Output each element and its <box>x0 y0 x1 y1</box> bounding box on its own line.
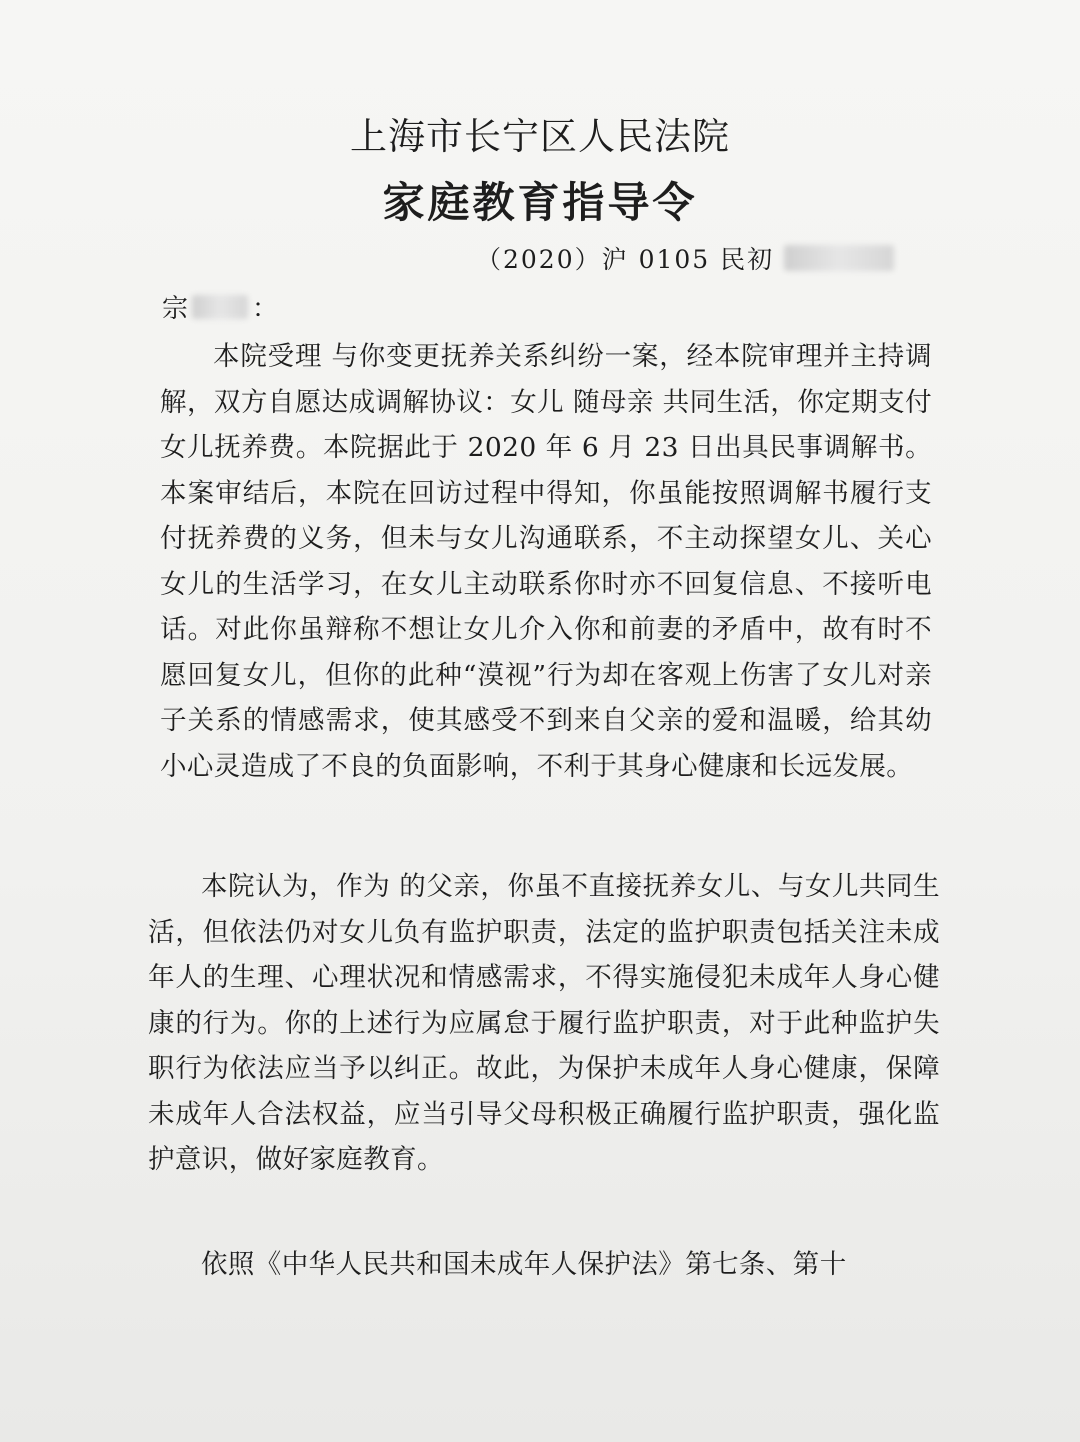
case-number <box>476 240 894 276</box>
document-title: 家庭教育指导令 <box>382 178 698 227</box>
paragraph-1-text: 本院受理 与你变更抚养关系纠纷一案，经本院审理并主持调解，双方自愿达成调解协议：女儿 随母亲 共同生活，你定期支付女儿抚养费。本院据此于 2020 年 6 月 23 日出具民事调解书。本案审结后，本院在回访过程中得知，你虽能按照调解书履行支付抚养费的义务，但未与女儿沟通联系，不主动探望女儿、关心女儿的生活学习，在女儿主动联系你时亦不回复信息、不接听电话。对此你虽辩称不想让女儿介入你和前妻的矛盾中，故有时不愿回复女儿，但你的此种“漠视”行为却在客观上伤害了女儿对亲子关系的情感需求，使其感受不到来自父亲的爱和温暖，给其幼小心灵造成了不良的负面影响，不利于其身心健康和长远发展。 <box>160 341 932 782</box>
redacted-case-digits <box>784 245 894 271</box>
redacted-name <box>192 295 248 319</box>
paragraph-2 <box>148 864 940 1183</box>
paragraph-1 <box>160 334 932 789</box>
paragraph-2-text: 本院认为，作为 的父亲，你虽不直接抚养女儿、与女儿共同生活，但依法仍对女儿负有监护职责，法定的监护职责包括关注未成年人的生理、心理状况和情感需求，不得实施侵犯未成年人身心健康的行为。你的上述行为应属怠于履行监护职责，对于此种监护失职行为依法应当予以纠正。故此，为保护未成年人身心健康，保障未成年人合法权益，应当引导父母积极正确履行监护职责，强化监护意识，做好家庭教育。 <box>148 871 940 1175</box>
case-number-text: （2020）沪 0105 民初 <box>476 245 775 274</box>
paragraph-3 <box>148 1242 940 1288</box>
paragraph-3-text: 依照《中华人民共和国未成年人保护法》第七条、第十 <box>201 1249 847 1280</box>
court-name: 上海市长宁区人民法院 <box>350 115 730 158</box>
addressee-surname: 宗 <box>162 294 189 324</box>
addressee <box>162 288 278 325</box>
addressee-colon: ： <box>252 294 279 324</box>
